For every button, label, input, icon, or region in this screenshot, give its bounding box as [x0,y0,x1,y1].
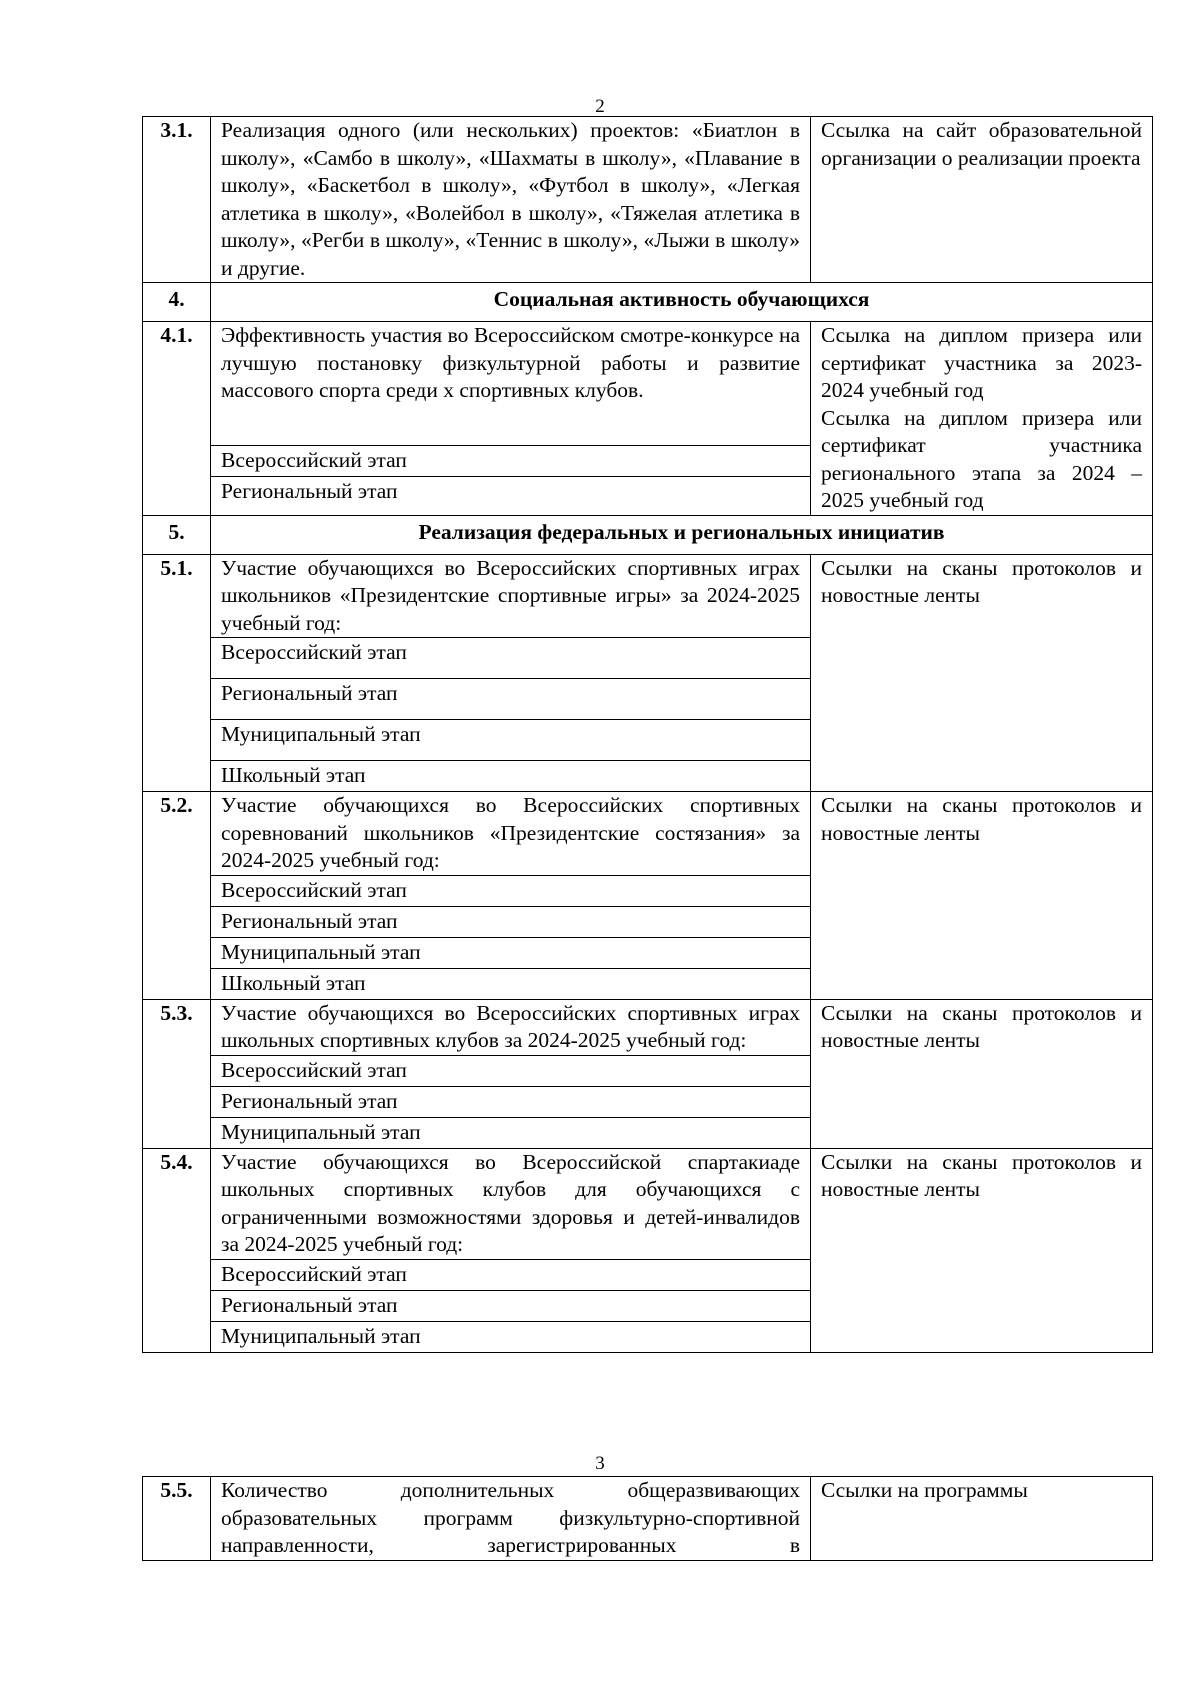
criteria-table [142,116,1153,1353]
stage-label: Муниципальный этап [211,937,811,968]
row-number: 3.1. [143,117,211,283]
criteria-table-continued [142,1476,1153,1561]
stage-label: Всероссийский этап [211,1259,811,1290]
row-number: 5.3. [143,999,211,1148]
stage-label: Муниципальный этап [211,720,811,761]
stage-label: Региональный этап [211,679,811,720]
stage-label: Муниципальный этап [211,1321,811,1352]
evidence-text: Ссылки на сканы протоколов и новостные ленты [811,1148,1153,1352]
stage-label: Школьный этап [211,968,811,999]
evidence-text: Ссылки на сканы протоколов и новостные ленты [811,792,1153,1000]
table-row [143,1148,1153,1259]
row-number: 5.5. [143,1477,211,1561]
table-row [143,117,1153,283]
evidence-text-2: Ссылка на диплом призера или сертификат участника регионального этапа за 2024 – 2025 учебный год [821,405,1142,512]
row-number: 5.1. [143,554,211,792]
row-number: 5.2. [143,792,211,1000]
stage-label: Муниципальный этап [211,1117,811,1148]
section-number: 5. [143,515,211,554]
evidence-text [811,322,1153,516]
criterion-text-line: направленности, зарегистрированных в [221,1533,800,1557]
criterion-text: Участие обучающихся во Всероссийских спортивных соревнований школьников «Президентские состязания» за 2024-2025 учебный год: [211,792,811,876]
criterion-text [211,1477,811,1561]
row-number: 4.1. [143,322,211,516]
evidence-text: Ссылка на сайт образовательной организации о реализации проекта [811,117,1153,283]
evidence-text: Ссылки на программы [811,1477,1153,1561]
page-number: 3 [595,1453,605,1474]
criterion-text: Участие обучающихся во Всероссийских спортивных играх школьников «Президентские спортивные игры» за 2024-2025 учебный год: [211,554,811,638]
stage-label: Всероссийский этап [211,875,811,906]
criterion-text: Реализация одного (или нескольких) проектов: «Биатлон в школу», «Самбо в школу», «Шахматы в школу», «Плавание в школу», «Баскетбол в школу», «Футбол в школу», «Легкая атлетика в школу», «Волейбол в школу», «Тяжелая атлетика в школу», «Регби в школу», «Теннис в школу», «Лыжи в школу» и другие. [211,117,811,283]
evidence-text: Ссылки на сканы протоколов и новостные ленты [811,554,1153,792]
table-row [143,322,1153,446]
table-row [143,999,1153,1055]
evidence-text-1: Ссылка на диплом призера или сертификат участника за 2023-2024 учебный год [821,323,1142,402]
section-title: Реализация федеральных и региональных инициатив [211,515,1153,554]
section-row [143,283,1153,322]
section-title: Социальная активность обучающихся [211,283,1153,322]
criterion-text: Участие обучающихся во Всероссийских спортивных играх школьных спортивных клубов за 2024-2025 учебный год: [211,999,811,1055]
page-number: 2 [595,96,605,117]
criterion-text: Эффективность участия во Всероссийском смотре-конкурсе на лучшую постановку физкультурной работы и развитие массового спорта среди х спортивных клубов. [211,322,811,446]
table-row [143,554,1153,638]
stage-label: Региональный этап [211,906,811,937]
stage-label: Всероссийский этап [211,638,811,679]
stage-label: Региональный этап [211,476,811,515]
stage-label: Региональный этап [211,1086,811,1117]
stage-label: Региональный этап [211,1290,811,1321]
stage-label: Всероссийский этап [211,1055,811,1086]
criterion-text-line: Количество дополнительных общеразвивающих образовательных программ физкультурно-спортивной [221,1478,800,1530]
section-row [143,515,1153,554]
stage-label: Всероссийский этап [211,445,811,476]
stage-label: Школьный этап [211,761,811,792]
criterion-text: Участие обучающихся во Всероссийской спартакиаде школьных спортивных клубов для обучающихся с ограниченными возможностями здоровья и детей-инвалидов за 2024-2025 учебный год: [211,1148,811,1259]
row-number: 5.4. [143,1148,211,1352]
evidence-text: Ссылки на сканы протоколов и новостные ленты [811,999,1153,1148]
table-row [143,792,1153,876]
section-number: 4. [143,283,211,322]
table-row [143,1477,1153,1561]
